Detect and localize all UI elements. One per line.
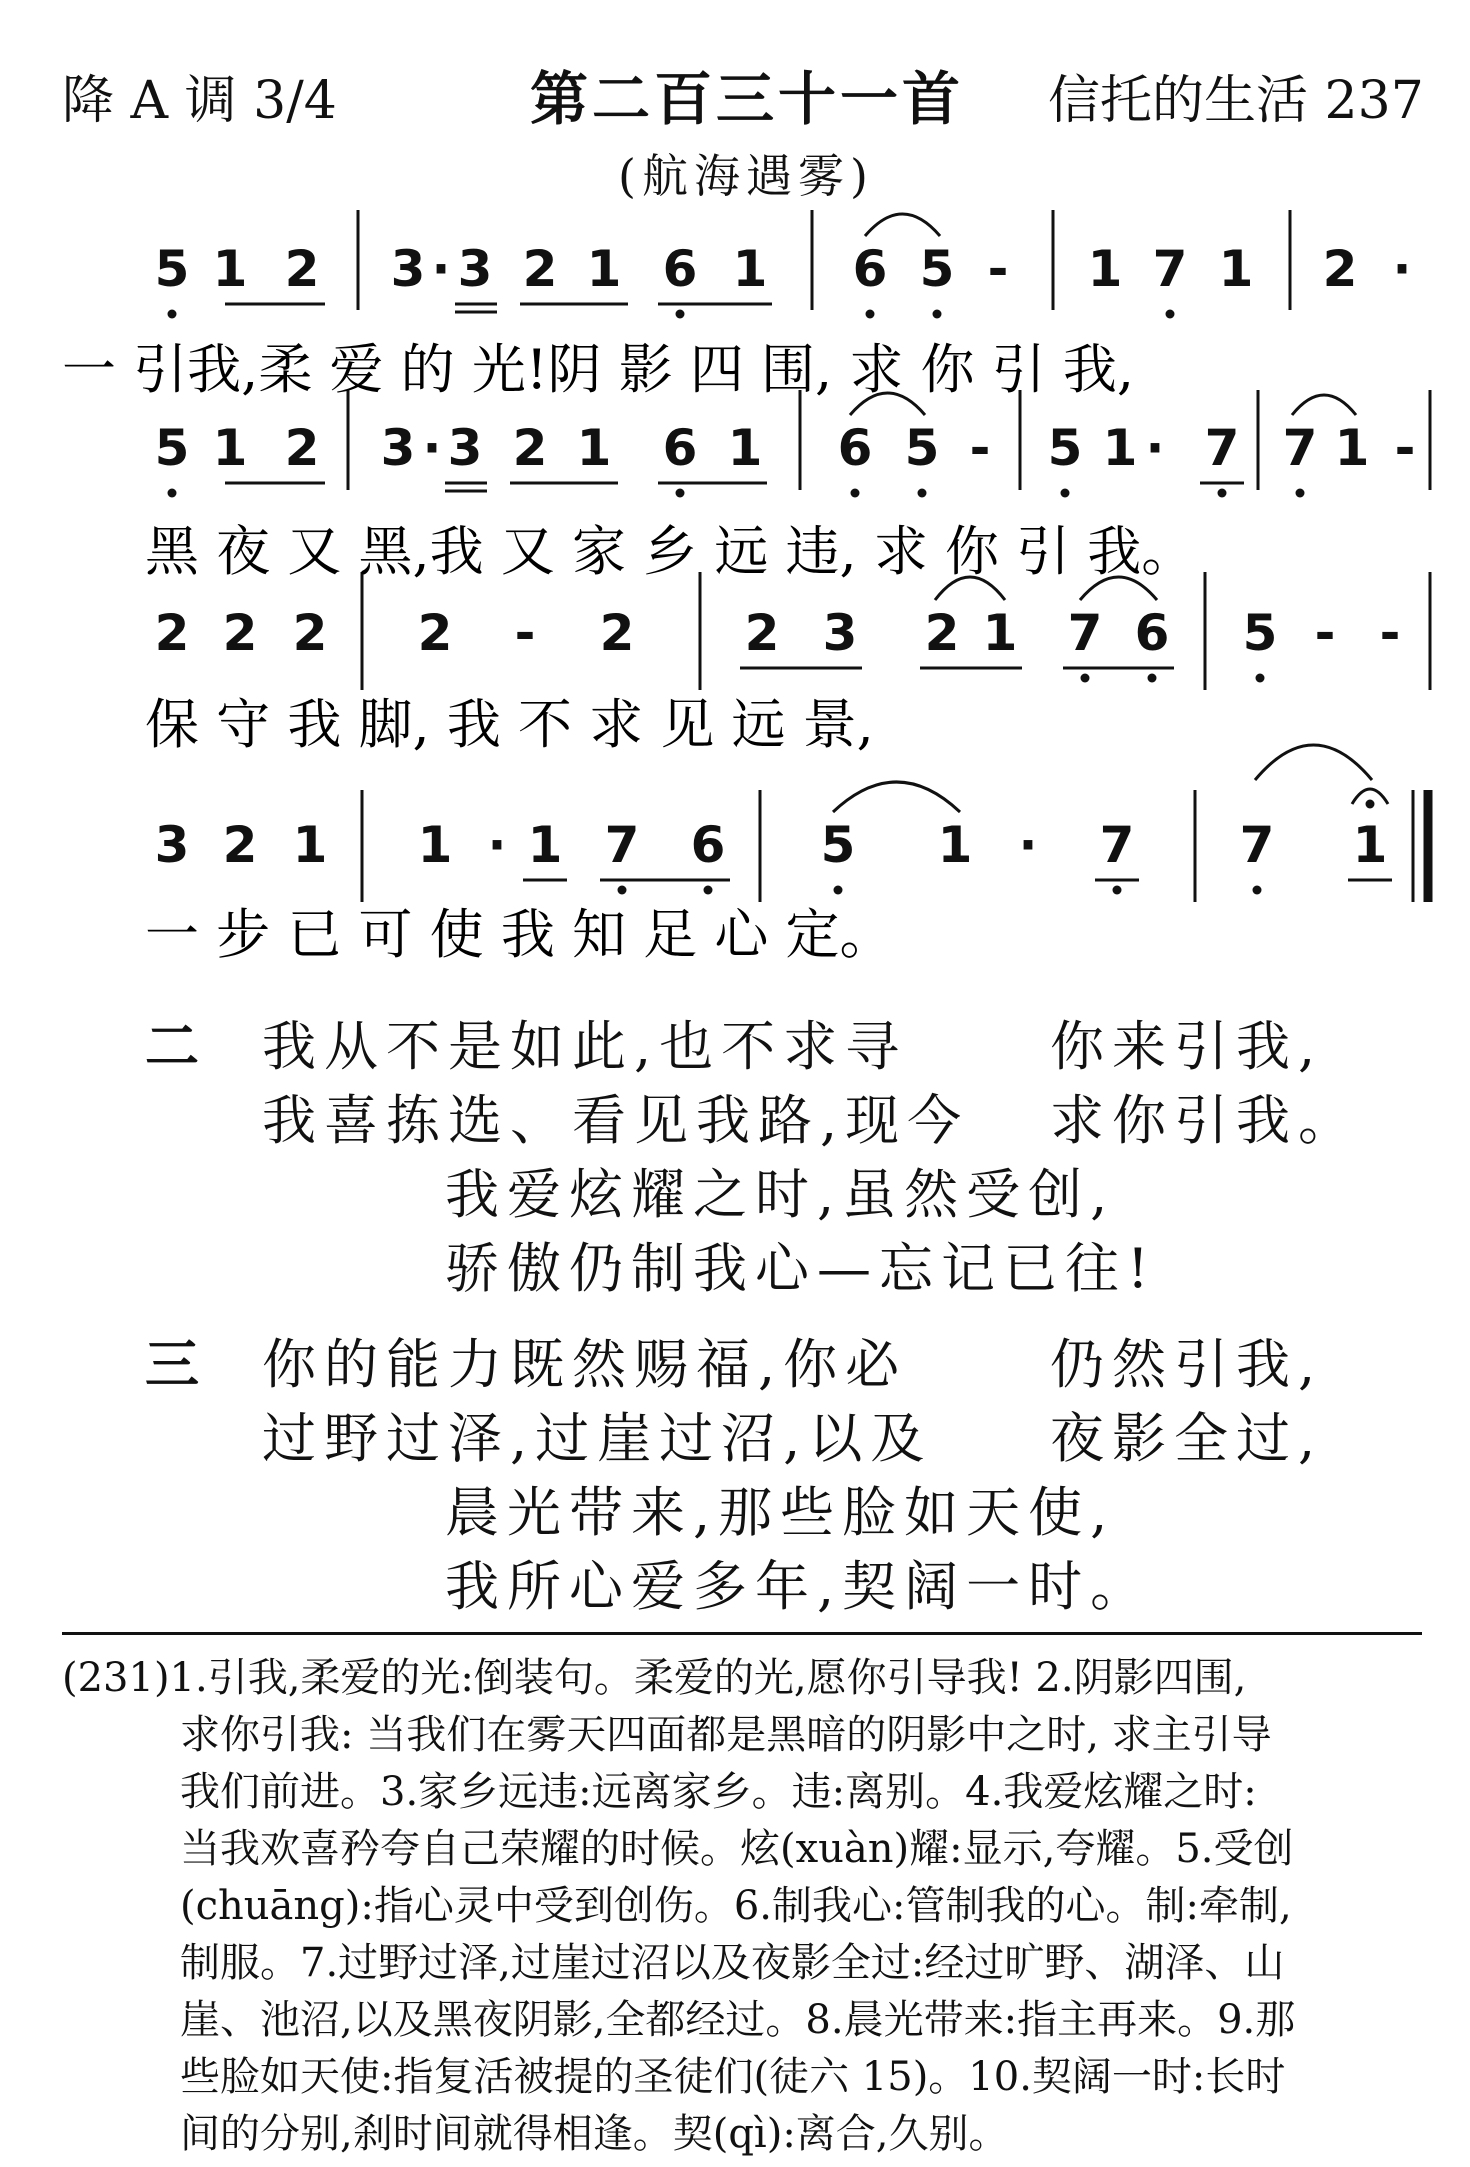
verse-3-line-4: 我所心爱多年,契阔一时。 (445, 1555, 1153, 1618)
footnote-divider (62, 1632, 1422, 1635)
score-note: 7 (1282, 419, 1318, 477)
footnote-line: 些脸如天使:指复活被提的圣徒们(徒六 15)。10.契阔一时:长时 (180, 2054, 1286, 2100)
score-note: - (1394, 419, 1416, 477)
lyric-line-4: 一 步 已 可 使 我 知 足 心 定。 (145, 903, 894, 966)
score-note: 2 (522, 240, 558, 298)
lyric-line-3: 保 守 我 脚, 我 不 求 见 远 景, (145, 693, 874, 756)
score-note: 1 (1218, 240, 1254, 298)
score-note: 1 (417, 816, 453, 874)
score-note: 1 (1102, 419, 1138, 477)
score-note: 2 (744, 604, 780, 662)
score-note: 6 (837, 419, 873, 477)
verse-3-line-2: 过野过泽,过崖过沼,以及 (262, 1407, 933, 1470)
octave-dot (1366, 800, 1375, 809)
verse-2-line-2b: 求你引我。 (1050, 1089, 1360, 1152)
verse-2-line-4: 骄傲仍制我心—忘记已往! (445, 1237, 1157, 1300)
verse-3-line-1: 你的能力既然赐福,你必 (262, 1333, 908, 1396)
score-note: 1 (1334, 419, 1370, 477)
score-note: 5 (919, 240, 955, 298)
octave-dot (1061, 489, 1070, 498)
score-note: 1 (1352, 816, 1388, 874)
score-note: 6 (1134, 604, 1170, 662)
octave-dot (918, 489, 927, 498)
score-note: 2 (284, 240, 320, 298)
verse-2-line-2: 我喜拣选、看见我路,现今 (262, 1089, 970, 1152)
score-note: 2 (222, 816, 258, 874)
verse-3-number: 三 (145, 1332, 199, 1396)
score-note: 6 (662, 240, 698, 298)
score-note: 2 (1322, 240, 1358, 298)
octave-dot (1218, 489, 1227, 498)
jianpu-score (0, 0, 1470, 1000)
footnotes (62, 1650, 1432, 2163)
hymn-category: 信托的生活 237 (1048, 71, 1424, 131)
score-note: 5 (154, 240, 190, 298)
octave-dot (1148, 674, 1157, 683)
octave-dot (1081, 674, 1090, 683)
score-note: 1 (212, 240, 248, 298)
score-note: 6 (662, 419, 698, 477)
score-note: 5 (820, 816, 856, 874)
octave-dot (866, 310, 875, 319)
score-note: 1 (576, 419, 612, 477)
score-note: 3 (447, 419, 483, 477)
slur-arc (1255, 745, 1372, 780)
score-note: · (431, 240, 451, 298)
octave-dot (1296, 489, 1305, 498)
score-note: 3 (380, 419, 416, 477)
score-note: 1 (732, 240, 768, 298)
score-note: 7 (1239, 816, 1275, 874)
octave-dot (168, 489, 177, 498)
octave-dot (618, 886, 627, 895)
score-note: 3 (822, 604, 858, 662)
score-note: - (1379, 604, 1401, 662)
score-note: 2 (599, 604, 635, 662)
score-note: · (487, 816, 507, 874)
octave-dot (676, 489, 685, 498)
score-note: · (1018, 816, 1038, 874)
score-note: - (969, 419, 991, 477)
footnote-line: (231)1.引我,柔爱的光:倒装句。柔爱的光,愿你引导我! 2.阴影四围, (62, 1655, 1247, 1701)
verse-2-line-1: 我从不是如此,也不求寻 (262, 1015, 908, 1078)
footnote-line: 求你引我: 当我们在雾天四面都是黑暗的阴影中之时, 求主引导 (180, 1712, 1272, 1758)
score-note: 6 (852, 240, 888, 298)
score-note: 7 (1152, 240, 1188, 298)
score-note: - (514, 604, 536, 662)
verse-2-line-3: 我爱炫耀之时,虽然受创, (445, 1163, 1116, 1226)
verse-2-line-1b: 你来引我, (1050, 1015, 1324, 1078)
score-note: 1 (1087, 240, 1123, 298)
score-note: 2 (222, 604, 258, 662)
footnote-line: 制服。7.过野过泽,过崖过沼以及夜影全过:经过旷野、湖泽、山 (180, 1940, 1285, 1986)
slur-arc (865, 214, 940, 236)
score-note: 5 (904, 419, 940, 477)
score-note: - (987, 240, 1009, 298)
octave-dot (933, 310, 942, 319)
score-note: 1 (586, 240, 622, 298)
verse-2-number: 二 (145, 1014, 199, 1078)
score-note: 7 (1204, 419, 1240, 477)
score-note: 7 (604, 816, 640, 874)
score-note: 2 (284, 419, 320, 477)
score-note: 5 (154, 419, 190, 477)
octave-dot (1256, 674, 1265, 683)
key-signature: 降 A 调 3/4 (62, 71, 337, 131)
octave-dot (704, 886, 713, 895)
octave-dot (851, 489, 860, 498)
score-note: 2 (417, 604, 453, 662)
score-note: 5 (1047, 419, 1083, 477)
octave-dot (1253, 886, 1262, 895)
score-note: 3 (154, 816, 190, 874)
score-note: - (1314, 604, 1336, 662)
verse-3-line-1b: 仍然引我, (1050, 1333, 1324, 1396)
score-note: 6 (690, 816, 726, 874)
score-note: 1 (527, 816, 563, 874)
footnote-line: (chuāng):指心灵中受到创伤。6.制我心:管制我的心。制:牵制, (180, 1883, 1292, 1929)
verse-3-line-2b: 夜影全过, (1050, 1407, 1324, 1470)
score-note: 7 (1067, 604, 1103, 662)
footnote-line: 我们前进。3.家乡远违:远离家乡。违:离别。4.我爱炫耀之时: (180, 1769, 1257, 1815)
score-note: 1 (982, 604, 1018, 662)
octave-dot (834, 886, 843, 895)
octave-dot (676, 310, 685, 319)
footnote-line: 崖、池沼,以及黑夜阴影,全都经过。8.晨光带来:指主再来。9.那 (180, 1997, 1296, 2043)
score-note: 3 (390, 240, 426, 298)
score-note: · (1145, 419, 1165, 477)
hymn-subtitle: (航海遇雾) (618, 149, 874, 203)
score-note: 7 (1099, 816, 1135, 874)
footnote-line: 间的分别,刹时间就得相逢。契(qì):离合,久别。 (180, 2111, 1009, 2157)
verse-3-line-3: 晨光带来,那些脸如天使, (445, 1481, 1116, 1544)
octave-dot (1113, 886, 1122, 895)
score-note: · (1392, 240, 1412, 298)
hymn-title: 第二百三十一首 (530, 65, 965, 133)
score-note: 1 (292, 816, 328, 874)
score-note: 2 (292, 604, 328, 662)
score-note: 1 (937, 816, 973, 874)
octave-dot (1166, 310, 1175, 319)
score-note: 5 (1242, 604, 1278, 662)
octave-dot (168, 310, 177, 319)
lyric-line-1: 一 引我,柔 爱 的 光!阴 影 四 围, 求 你 引 我, (62, 338, 1135, 401)
score-note: 3 (457, 240, 493, 298)
score-note: 2 (512, 419, 548, 477)
slur-arc (1292, 395, 1356, 415)
footnote-line: 当我欢喜矜夸自己荣耀的时候。炫(xuàn)耀:显示,夸耀。5.受创 (180, 1826, 1294, 1872)
score-note: 2 (924, 604, 960, 662)
score-note: 1 (212, 419, 248, 477)
score-note: 2 (154, 604, 190, 662)
score-note: 1 (727, 419, 763, 477)
lyric-line-2: 黑 夜 又 黑,我 又 家 乡 远 违, 求 你 引 我。 (145, 520, 1196, 583)
slur-arc (833, 782, 960, 812)
score-note: · (422, 419, 442, 477)
